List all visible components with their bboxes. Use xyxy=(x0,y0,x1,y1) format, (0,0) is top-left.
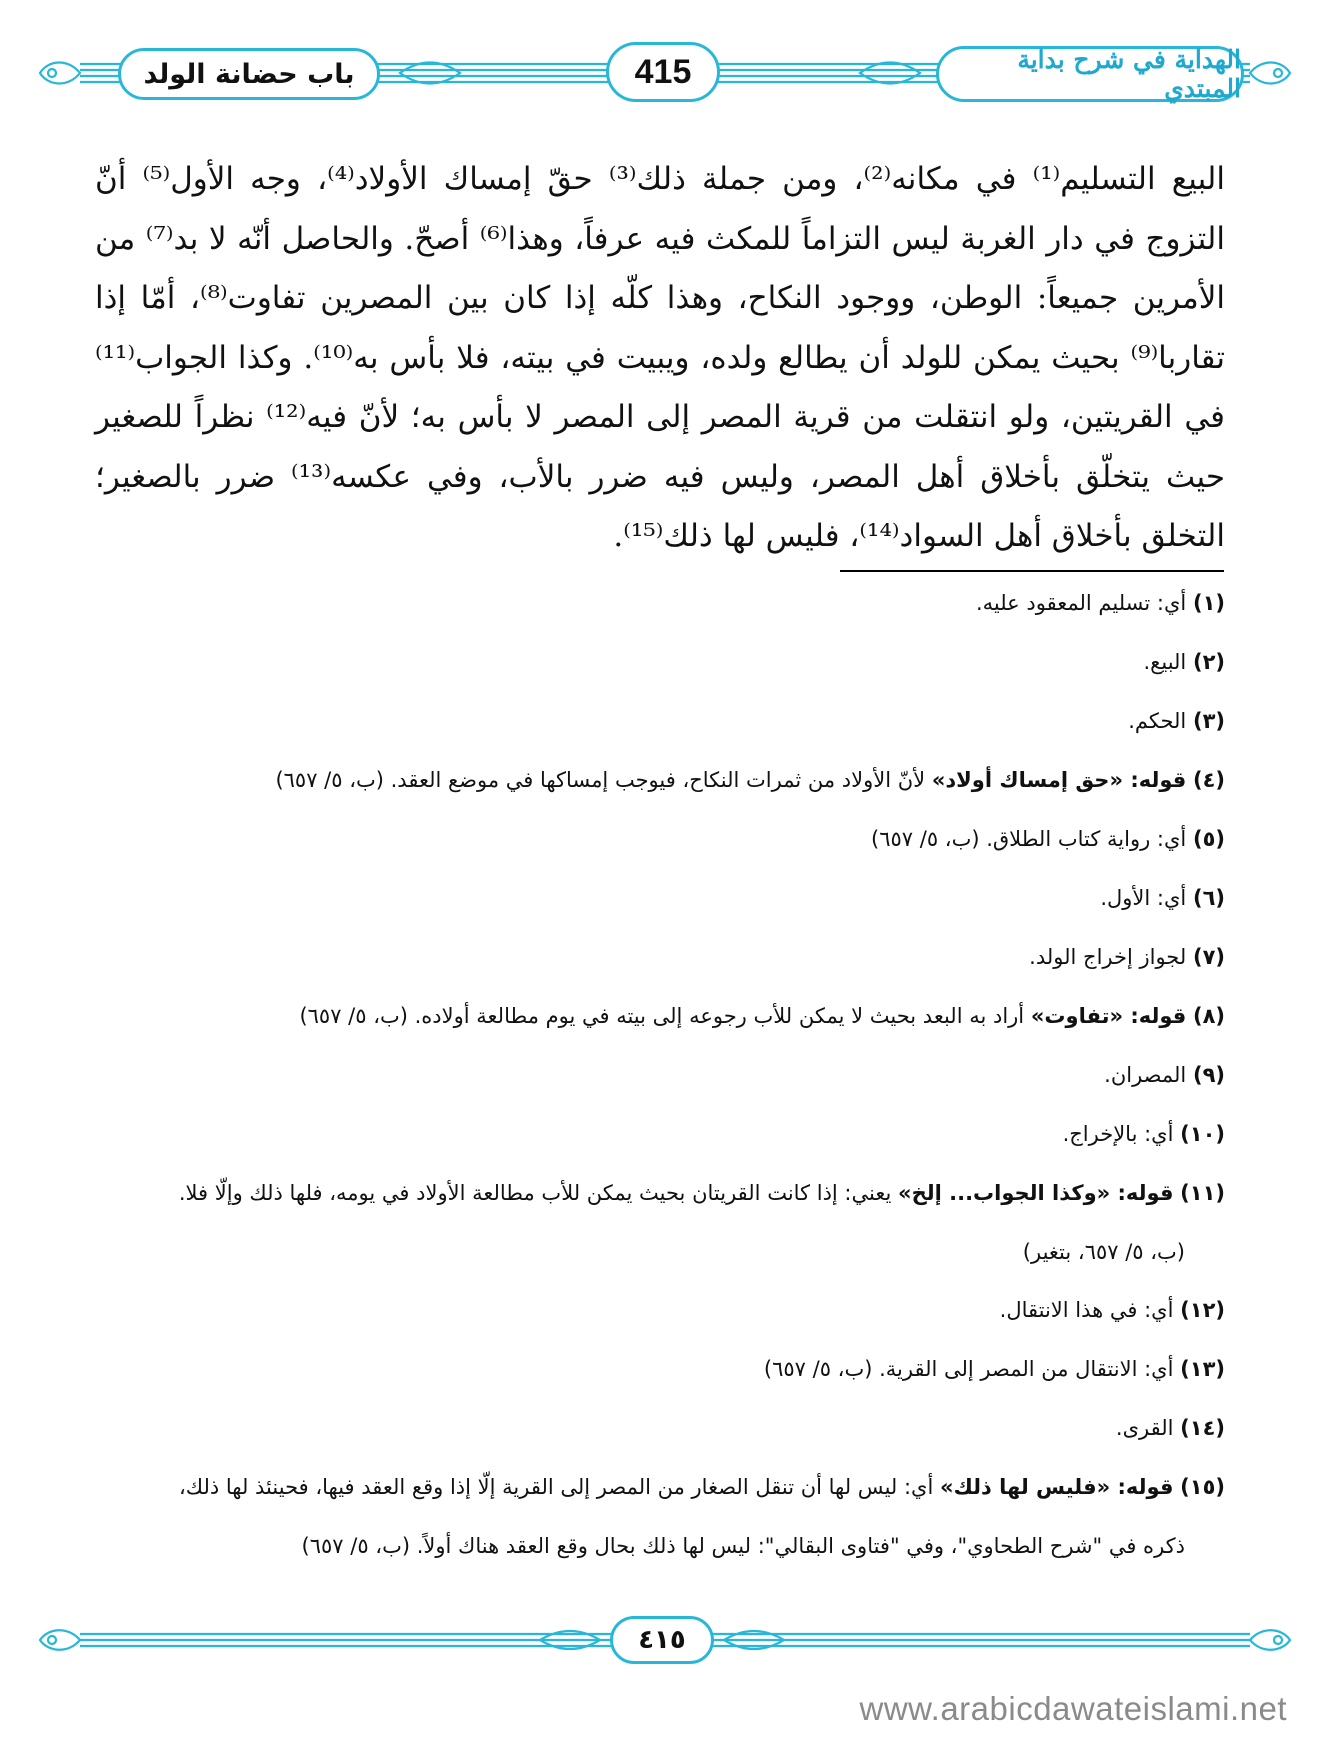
footer-page-number-badge xyxy=(610,1616,714,1664)
header-page-number: 415 xyxy=(634,52,692,91)
page-footer xyxy=(0,1610,1325,1670)
footnote-text: القرى. xyxy=(1115,1416,1174,1440)
footnote-text: أي: رواية كتاب الطلاق. (ب، ٥/ ٦٥٧) xyxy=(871,827,1187,851)
book-title: الهداية في شرح بداية المبتدي xyxy=(1017,45,1241,103)
footnote-text: أي: الأول. xyxy=(1100,886,1187,910)
footnote-text: أي: في هذا الانتقال. xyxy=(999,1298,1174,1322)
footnote-divider xyxy=(840,570,1224,572)
page-number-badge xyxy=(606,42,720,102)
footnote-label: قوله: «حق إمساك أولاد» xyxy=(931,768,1187,792)
website-url[interactable]: www.arabicdawateislami.net xyxy=(859,1690,1287,1727)
footnote-item xyxy=(95,1413,1225,1443)
footnote-number: (٩) xyxy=(1192,1063,1225,1087)
footnote-item xyxy=(95,706,1225,736)
footnote-item xyxy=(95,1354,1225,1384)
footnote-number: (٣) xyxy=(1192,709,1225,733)
footnote-item xyxy=(95,1119,1225,1149)
footnote-number: (١) xyxy=(1192,591,1225,615)
footnote-number: (١٠) xyxy=(1180,1122,1225,1146)
footnote-label: قوله: «تفاوت» xyxy=(1030,1004,1187,1028)
footnote-number: (٥) xyxy=(1192,827,1225,851)
page-header xyxy=(0,30,1325,120)
footnote-text: أراد به البعد بحيث لا يمكن للأب رجوعه إلى بيته في يوم مطالعة أولاده. (ب، ٥/ ٦٥٧) xyxy=(299,1004,1025,1028)
footnote-item xyxy=(95,588,1225,618)
footnote-text: أي: بالإخراج. xyxy=(1062,1122,1174,1146)
footnote-number: (٤) xyxy=(1192,768,1225,792)
footnote-continuation: ذكره في "شرح الطحاوي"، وفي "فتاوى البقالي": ليس لها ذلك بحال وقع العقد هناك أولاً. (ب، ٥/ ٦٥٧) xyxy=(301,1534,1185,1558)
footnote-item xyxy=(95,647,1225,677)
footnote-item xyxy=(95,1295,1225,1325)
footnote-text: أي: تسليم المعقود عليه. xyxy=(975,591,1187,615)
footnote-text: البيع. xyxy=(1143,650,1187,674)
footnote-item xyxy=(95,824,1225,854)
footnote-number: (١٤) xyxy=(1180,1416,1225,1440)
footnote-item xyxy=(95,765,1225,795)
footnote-text: أي: الانتقال من المصر إلى القرية. (ب، ٥/ ٦٥٧) xyxy=(763,1357,1174,1381)
footnote-number: (٧) xyxy=(1192,945,1225,969)
footnote-item xyxy=(95,1178,1225,1208)
footnote-text: لأنّ الأولاد من ثمرات النكاح، فيوجب إمساكها في موضع العقد. (ب، ٥/ ٦٥٧) xyxy=(275,768,926,792)
footnote-text: الحكم. xyxy=(1128,709,1187,733)
footnote-item xyxy=(95,1001,1225,1031)
footnote-number: (٦) xyxy=(1192,886,1225,910)
main-text: البيع التسليم⁽¹⁾ في مكانه⁽²⁾، ومن جملة ذلك⁽³⁾ حقّ إمساك الأولاد⁽⁴⁾، وجه الأول⁽⁵⁾ أنّ التزوج في دار الغربة ليس التزاماً للمكث فيه عرفاً، وهذا⁽⁶⁾ أصحّ. والحاصل أنّه لا بد⁽⁷⁾ من الأمرين جميعاً: الوطن، ووجود النكاح، وهذا كلّه إذا كان بين المصرين تفاوت⁽⁸⁾، أمّا إذا تقاربا⁽⁹⁾ بحيث يمكن للولد أن يطالع ولده، ويبيت في بيته، فلا بأس به⁽¹⁰⁾. وكذا الجواب⁽¹¹⁾ في القريتين، ولو انتقلت من قرية المصر إلى المصر لا بأس به؛ لأنّ فيه⁽¹²⁾ نظراً للصغير حيث يتخلّق بأخلاق أهل المصر، وليس فيه ضرر بالأب، وفي عكسه⁽¹³⁾ ضرر بالصغير؛ التخلق بأخلاق أهل السواد⁽¹⁴⁾، فليس لها ذلك⁽¹⁵⁾. xyxy=(95,161,1225,554)
footnote-text: لجواز إخراج الولد. xyxy=(1029,945,1187,969)
footnote-label: قوله: «فليس لها ذلك» xyxy=(940,1475,1174,1499)
footnote-number: (١٢) xyxy=(1180,1298,1225,1322)
footnote-text: أي: ليس لها أن تنقل الصغار من المصر إلى القرية إلّا إذا وقع العقد فيها، فحينئذ لها ذلك، xyxy=(178,1475,934,1499)
footnote-number: (٨) xyxy=(1192,1004,1225,1028)
footnote-label: قوله: «وكذا الجواب... إلخ» xyxy=(898,1181,1174,1205)
book-title-badge xyxy=(936,46,1244,102)
footnote-item xyxy=(95,1472,1225,1502)
footnote-text: يعني: إذا كانت القريتان بحيث يمكن للأب مطالعة الأولاد في يومه، فلها ذلك وإلّا فلا. xyxy=(178,1181,892,1205)
footnote-continuation: (ب، ٥/ ٦٥٧، بتغير) xyxy=(1022,1240,1185,1264)
footnote-number: (٢) xyxy=(1192,650,1225,674)
footnote-item xyxy=(95,1060,1225,1090)
footnote-number: (١٣) xyxy=(1180,1357,1225,1381)
footnote-number: (١٥) xyxy=(1180,1475,1225,1499)
chapter-title-badge xyxy=(118,48,380,100)
footnote-item xyxy=(95,883,1225,913)
footnote-number: (١١) xyxy=(1180,1181,1225,1205)
footer-page-number: ٤١٥ xyxy=(638,1625,686,1655)
footnote-text: المصران. xyxy=(1104,1063,1187,1087)
footnote-item xyxy=(95,942,1225,972)
chapter-title: باب حضانة الولد xyxy=(143,58,355,90)
footnotes-list xyxy=(95,588,1225,1589)
